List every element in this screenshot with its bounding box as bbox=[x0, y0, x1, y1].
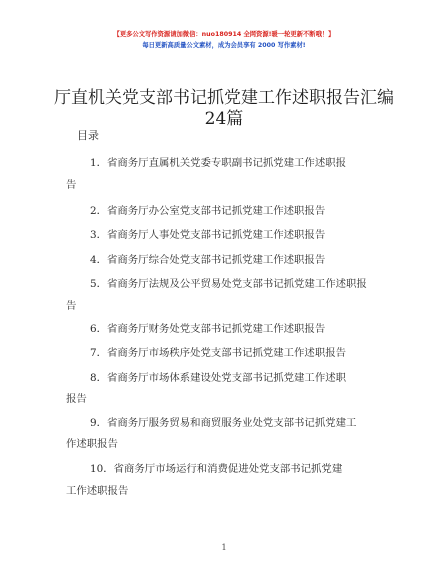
toc-item-9 bbox=[90, 416, 356, 431]
toc-item-number: 2． bbox=[90, 205, 108, 217]
toc-item-text: 省商务厅服务贸易和商贸服务业处党支部书记抓党建工 bbox=[107, 417, 357, 429]
toc-item-8 bbox=[90, 371, 346, 386]
toc-item-number: 5． bbox=[90, 278, 108, 290]
toc-item-5 bbox=[90, 277, 367, 292]
toc-item-text: 省商务厅法规及公平贸易处党支部书记抓党建工作述职报 bbox=[107, 278, 367, 290]
toc-item-number: 3． bbox=[90, 229, 108, 241]
toc-item-10-continuation: 工作述职报告 bbox=[66, 485, 129, 497]
toc-item-text: 省商务厅直属机关党委专职副书记抓党建工作述职报 bbox=[107, 157, 346, 169]
toc-item-number: 9． bbox=[90, 417, 108, 429]
toc-item-7 bbox=[90, 346, 346, 361]
toc-item-number: 8． bbox=[90, 372, 108, 384]
promo-banner-line-2: 每日更新高质量公文素材，成为会员享有 2000 写作素材! bbox=[142, 42, 306, 49]
toc-item-8-continuation: 报告 bbox=[66, 393, 87, 405]
toc-item-1-continuation: 告 bbox=[66, 179, 77, 191]
toc-item-4 bbox=[90, 253, 325, 268]
toc-item-6 bbox=[90, 322, 325, 337]
toc-item-2 bbox=[90, 204, 325, 219]
toc-item-number: 6． bbox=[90, 323, 108, 335]
toc-item-number: 4． bbox=[90, 254, 108, 266]
toc-item-text: 省商务厅市场体系建设处党支部书记抓党建工作述职 bbox=[107, 372, 346, 384]
toc-item-9-continuation: 作述职报告 bbox=[66, 438, 118, 450]
document-title: 厅直机关党支部书记抓党建工作述职报告汇编 bbox=[54, 88, 394, 108]
toc-item-5-continuation: 告 bbox=[66, 300, 77, 312]
promo-banner-line-1: 【更多公文写作资源请加微信：nuo180914 全网资源!暖一轮更新不断哦！】 bbox=[113, 31, 335, 38]
toc-heading: 目录 bbox=[77, 129, 99, 142]
page-number: 1 bbox=[221, 543, 227, 552]
toc-item-1 bbox=[90, 156, 346, 171]
toc-item-10 bbox=[90, 462, 342, 477]
toc-item-text: 省商务厅市场秩序处党支部书记抓党建工作述职报告 bbox=[107, 347, 346, 359]
toc-item-text: 省商务厅办公室党支部书记抓党建工作述职报告 bbox=[107, 205, 326, 217]
toc-item-number: 1． bbox=[90, 157, 108, 169]
toc-item-number: 7． bbox=[90, 347, 108, 359]
toc-item-text: 省商务厅人事处党支部书记抓党建工作述职报告 bbox=[107, 229, 326, 241]
toc-item-text: 省商务厅市场运行和消费促进处党支部书记抓党建 bbox=[113, 463, 343, 475]
toc-item-3 bbox=[90, 228, 325, 243]
document-title-count: 24篇 bbox=[204, 109, 244, 129]
toc-item-text: 省商务厅综合处党支部书记抓党建工作述职报告 bbox=[107, 254, 326, 266]
toc-item-number: 10． bbox=[90, 463, 114, 475]
toc-item-text: 省商务厅财务处党支部书记抓党建工作述职报告 bbox=[107, 323, 326, 335]
